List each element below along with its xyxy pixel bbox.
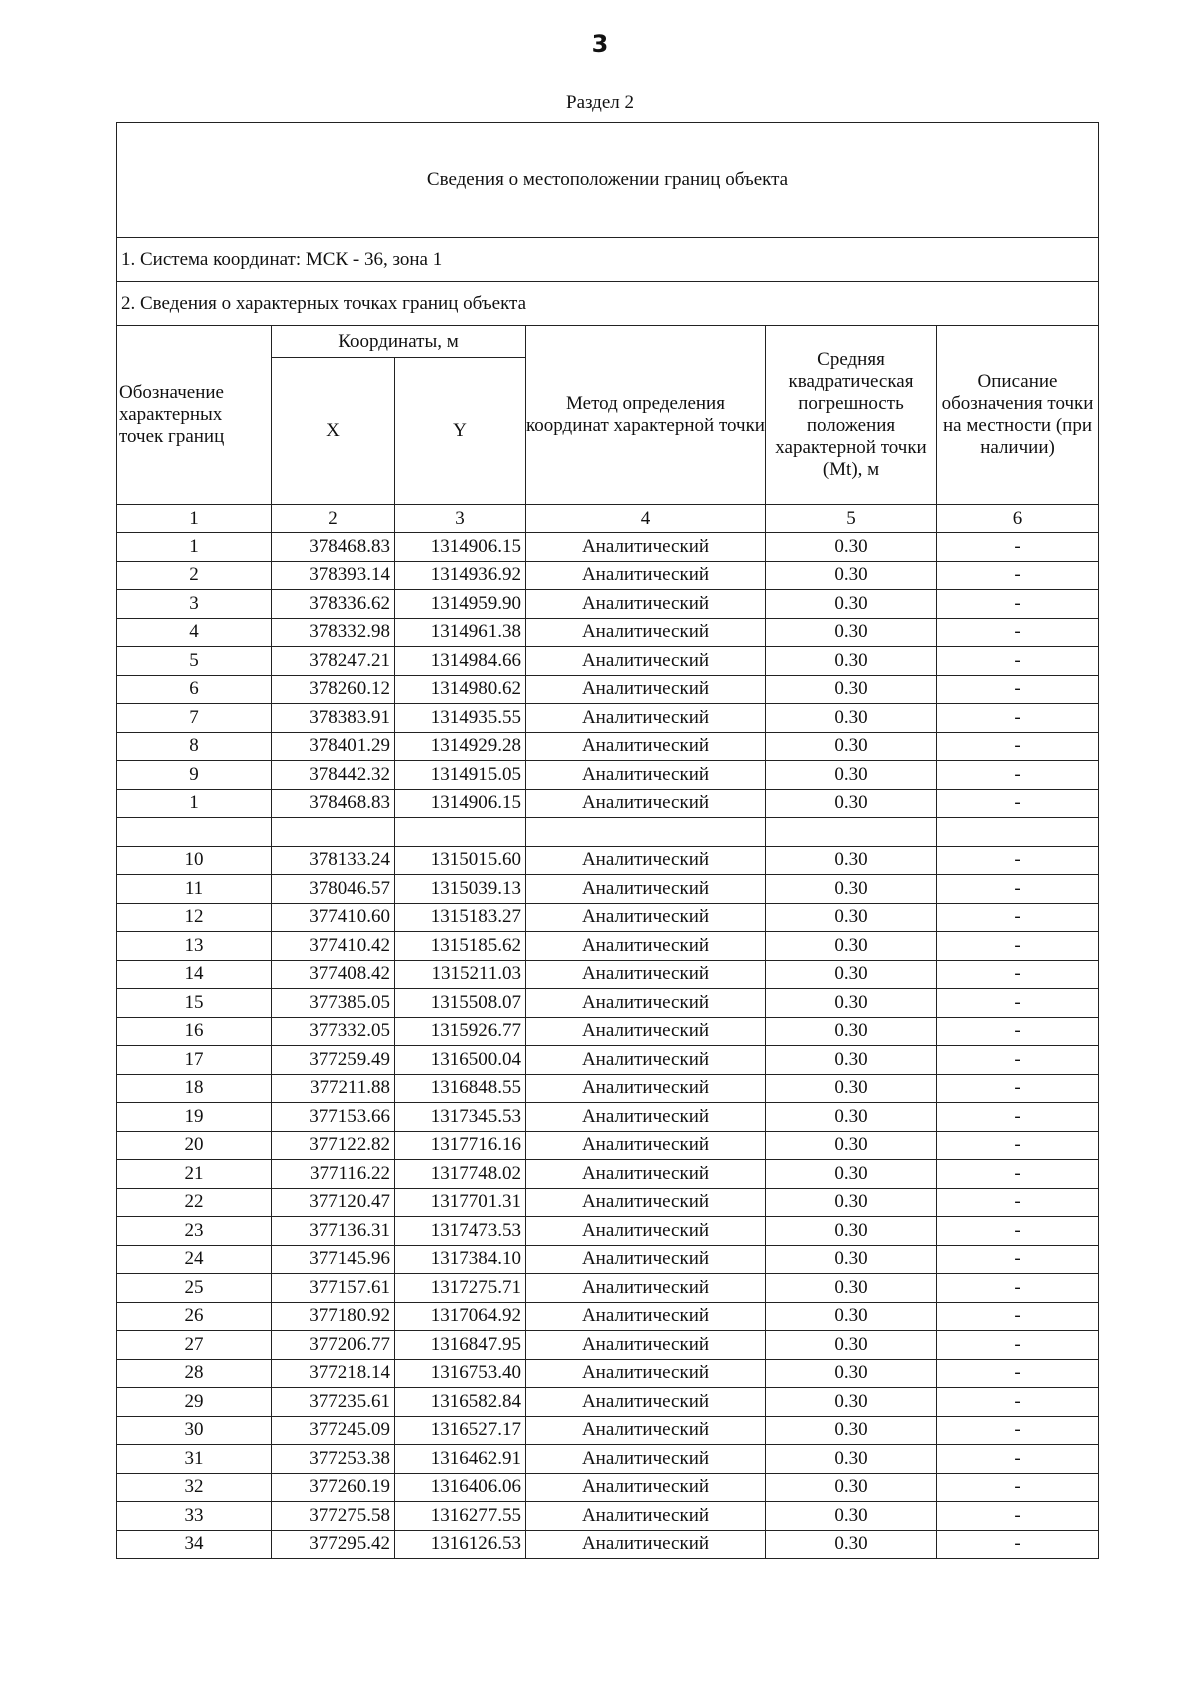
table-row (117, 1359, 1099, 1388)
coord-x: 377332.05 (272, 1017, 395, 1046)
coord-y: 1317748.02 (395, 1160, 526, 1189)
coord-x: 377259.49 (272, 1046, 395, 1075)
description-cell: - (937, 1046, 1099, 1075)
error-cell: 0.30 (766, 1274, 937, 1303)
point-number: 17 (117, 1046, 272, 1075)
point-number: 21 (117, 1160, 272, 1189)
coord-y: 1314906.15 (395, 789, 526, 818)
table-row (117, 675, 1099, 704)
error-cell: 0.30 (766, 1416, 937, 1445)
header-error: Средняя квадратическая погрешность положения характерной точки (Mt), м (766, 326, 937, 505)
point-number: 28 (117, 1359, 272, 1388)
column-numbers-row (117, 505, 1099, 533)
description-cell: - (937, 1160, 1099, 1189)
header-point-name: Обозначение характерных точек границ (117, 326, 272, 505)
table-row (117, 1103, 1099, 1132)
description-cell: - (937, 1388, 1099, 1417)
table-row (117, 1274, 1099, 1303)
coord-x: 378468.83 (272, 789, 395, 818)
point-number: 10 (117, 846, 272, 875)
table-title: Сведения о местоположении границ объекта (117, 123, 1099, 238)
method-cell: Аналитический (526, 1331, 766, 1360)
column-number-2: 2 (272, 505, 395, 533)
method-cell: Аналитический (526, 732, 766, 761)
coord-x: 377145.96 (272, 1245, 395, 1274)
point-number: 30 (117, 1416, 272, 1445)
coord-y: 1317473.53 (395, 1217, 526, 1246)
error-cell: 0.30 (766, 590, 937, 619)
description-cell: - (937, 1245, 1099, 1274)
coord-y: 1315926.77 (395, 1017, 526, 1046)
table-row (117, 1046, 1099, 1075)
coord-x: 378383.91 (272, 704, 395, 733)
method-cell: Аналитический (526, 960, 766, 989)
method-cell: Аналитический (526, 1017, 766, 1046)
table-row (117, 1502, 1099, 1531)
coord-y: 1315015.60 (395, 846, 526, 875)
point-number: 26 (117, 1302, 272, 1331)
description-cell: - (937, 618, 1099, 647)
point-number: 25 (117, 1274, 272, 1303)
table-row (117, 1388, 1099, 1417)
boundary-points-table (116, 122, 1099, 1559)
description-cell: - (937, 846, 1099, 875)
table-row (117, 1416, 1099, 1445)
coord-x: 377408.42 (272, 960, 395, 989)
error-cell: 0.30 (766, 1217, 937, 1246)
description-cell: - (937, 1217, 1099, 1246)
method-cell: Аналитический (526, 1103, 766, 1132)
coord-y: 1316753.40 (395, 1359, 526, 1388)
point-number: 4 (117, 618, 272, 647)
description-cell: - (937, 704, 1099, 733)
point-number: 7 (117, 704, 272, 733)
coord-y: 1314906.15 (395, 533, 526, 562)
coord-x: 377116.22 (272, 1160, 395, 1189)
table-row (117, 647, 1099, 676)
coord-y: 1317701.31 (395, 1188, 526, 1217)
coord-y: 1315185.62 (395, 932, 526, 961)
description-cell: - (937, 761, 1099, 790)
method-cell: Аналитический (526, 1530, 766, 1559)
method-cell: Аналитический (526, 989, 766, 1018)
point-number: 8 (117, 732, 272, 761)
error-cell: 0.30 (766, 846, 937, 875)
header-method: Метод определения координат характерной точки (526, 326, 766, 505)
error-cell: 0.30 (766, 789, 937, 818)
error-cell: 0.30 (766, 1017, 937, 1046)
description-cell: - (937, 1188, 1099, 1217)
description-cell: - (937, 590, 1099, 619)
method-cell: Аналитический (526, 1245, 766, 1274)
point-number: 11 (117, 875, 272, 904)
table-row (117, 533, 1099, 562)
column-number-5: 5 (766, 505, 937, 533)
method-cell: Аналитический (526, 846, 766, 875)
error-cell: 0.30 (766, 1359, 937, 1388)
page-number: 3 (591, 30, 609, 58)
method-cell: Аналитический (526, 1359, 766, 1388)
point-number: 3 (117, 590, 272, 619)
column-number-6: 6 (937, 505, 1099, 533)
description-cell: - (937, 932, 1099, 961)
coord-x: 378401.29 (272, 732, 395, 761)
coord-y: 1314915.05 (395, 761, 526, 790)
description-cell: - (937, 1530, 1099, 1559)
point-number: 33 (117, 1502, 272, 1531)
coord-x: 377120.47 (272, 1188, 395, 1217)
error-cell: 0.30 (766, 875, 937, 904)
error-cell: 0.30 (766, 1188, 937, 1217)
header-coordinates: Координаты, м (272, 326, 526, 358)
coord-x: 377260.19 (272, 1473, 395, 1502)
coord-x: 378260.12 (272, 675, 395, 704)
coord-x: 377211.88 (272, 1074, 395, 1103)
empty-cell (937, 818, 1099, 847)
table-row (117, 1074, 1099, 1103)
description-cell: - (937, 960, 1099, 989)
description-cell: - (937, 1074, 1099, 1103)
header-description: Описание обозначения точки на местности (при наличии) (937, 326, 1099, 505)
coord-y: 1314935.55 (395, 704, 526, 733)
method-cell: Аналитический (526, 675, 766, 704)
error-cell: 0.30 (766, 647, 937, 676)
coord-x: 377245.09 (272, 1416, 395, 1445)
coord-y: 1316582.84 (395, 1388, 526, 1417)
description-cell: - (937, 875, 1099, 904)
table-row (117, 732, 1099, 761)
coord-x: 377410.60 (272, 903, 395, 932)
error-cell: 0.30 (766, 704, 937, 733)
error-cell: 0.30 (766, 1131, 937, 1160)
point-number: 9 (117, 761, 272, 790)
table-row (117, 1217, 1099, 1246)
coord-x: 377275.58 (272, 1502, 395, 1531)
table-row (117, 1131, 1099, 1160)
coord-x: 377136.31 (272, 1217, 395, 1246)
table-row (117, 903, 1099, 932)
error-cell: 0.30 (766, 1445, 937, 1474)
point-number: 5 (117, 647, 272, 676)
coord-x: 378247.21 (272, 647, 395, 676)
method-cell: Аналитический (526, 932, 766, 961)
error-cell: 0.30 (766, 1473, 937, 1502)
coord-y: 1314929.28 (395, 732, 526, 761)
method-cell: Аналитический (526, 704, 766, 733)
error-cell: 0.30 (766, 960, 937, 989)
table-row (117, 989, 1099, 1018)
table-row (117, 789, 1099, 818)
column-number-3: 3 (395, 505, 526, 533)
point-number: 29 (117, 1388, 272, 1417)
column-number-4: 4 (526, 505, 766, 533)
method-cell: Аналитический (526, 1388, 766, 1417)
error-cell: 0.30 (766, 1160, 937, 1189)
point-number: 24 (117, 1245, 272, 1274)
table-body (117, 533, 1099, 1559)
error-cell: 0.30 (766, 989, 937, 1018)
point-number: 16 (117, 1017, 272, 1046)
description-cell: - (937, 561, 1099, 590)
empty-cell (526, 818, 766, 847)
description-cell: - (937, 789, 1099, 818)
table-row (117, 1017, 1099, 1046)
error-cell: 0.30 (766, 1103, 937, 1132)
method-cell: Аналитический (526, 1473, 766, 1502)
description-cell: - (937, 903, 1099, 932)
table-row (117, 618, 1099, 647)
table-row (117, 875, 1099, 904)
coord-x: 377153.66 (272, 1103, 395, 1132)
point-number: 19 (117, 1103, 272, 1132)
description-cell: - (937, 1302, 1099, 1331)
coord-y: 1315211.03 (395, 960, 526, 989)
method-cell: Аналитический (526, 875, 766, 904)
point-number: 27 (117, 1331, 272, 1360)
point-number: 12 (117, 903, 272, 932)
points-heading-row: 2. Сведения о характерных точках границ объекта (117, 282, 1099, 326)
method-cell: Аналитический (526, 789, 766, 818)
error-cell: 0.30 (766, 533, 937, 562)
header-y: Y (395, 358, 526, 505)
coord-x: 377157.61 (272, 1274, 395, 1303)
description-cell: - (937, 1017, 1099, 1046)
method-cell: Аналитический (526, 1217, 766, 1246)
empty-cell (395, 818, 526, 847)
point-number: 1 (117, 789, 272, 818)
coord-x: 377385.05 (272, 989, 395, 1018)
empty-cell (766, 818, 937, 847)
point-number: 20 (117, 1131, 272, 1160)
coord-y: 1317716.16 (395, 1131, 526, 1160)
method-cell: Аналитический (526, 1131, 766, 1160)
point-number: 22 (117, 1188, 272, 1217)
description-cell: - (937, 1331, 1099, 1360)
empty-cell (272, 818, 395, 847)
coord-y: 1316500.04 (395, 1046, 526, 1075)
error-cell: 0.30 (766, 761, 937, 790)
coord-x: 378133.24 (272, 846, 395, 875)
error-cell: 0.30 (766, 1530, 937, 1559)
description-cell: - (937, 732, 1099, 761)
table-row (117, 932, 1099, 961)
table-row (117, 1331, 1099, 1360)
coord-x: 377180.92 (272, 1302, 395, 1331)
point-number: 18 (117, 1074, 272, 1103)
description-cell: - (937, 1274, 1099, 1303)
description-cell: - (937, 1445, 1099, 1474)
coord-x: 377410.42 (272, 932, 395, 961)
coord-y: 1316462.91 (395, 1445, 526, 1474)
description-cell: - (937, 1502, 1099, 1531)
coord-x: 378332.98 (272, 618, 395, 647)
method-cell: Аналитический (526, 1502, 766, 1531)
error-cell: 0.30 (766, 1074, 937, 1103)
coord-x: 378442.32 (272, 761, 395, 790)
coord-x: 378046.57 (272, 875, 395, 904)
table-row (117, 1473, 1099, 1502)
table-row (117, 590, 1099, 619)
coord-system-row: 1. Система координат: МСК - 36, зона 1 (117, 238, 1099, 282)
method-cell: Аналитический (526, 1046, 766, 1075)
coord-x: 378468.83 (272, 533, 395, 562)
separator-row (117, 818, 1099, 847)
coord-y: 1315508.07 (395, 989, 526, 1018)
method-cell: Аналитический (526, 1445, 766, 1474)
description-cell: - (937, 1473, 1099, 1502)
method-cell: Аналитический (526, 1416, 766, 1445)
description-cell: - (937, 989, 1099, 1018)
coord-x: 377295.42 (272, 1530, 395, 1559)
section-label: Раздел 2 (566, 92, 634, 113)
table-row (117, 761, 1099, 790)
table-row (117, 1245, 1099, 1274)
error-cell: 0.30 (766, 675, 937, 704)
description-cell: - (937, 533, 1099, 562)
coord-y: 1314961.38 (395, 618, 526, 647)
coord-y: 1315039.13 (395, 875, 526, 904)
table-row (117, 960, 1099, 989)
method-cell: Аналитический (526, 1302, 766, 1331)
error-cell: 0.30 (766, 732, 937, 761)
method-cell: Аналитический (526, 1074, 766, 1103)
point-number: 2 (117, 561, 272, 590)
coord-y: 1314936.92 (395, 561, 526, 590)
description-cell: - (937, 1103, 1099, 1132)
coord-y: 1314984.66 (395, 647, 526, 676)
point-number: 1 (117, 533, 272, 562)
column-number-1: 1 (117, 505, 272, 533)
coord-y: 1316406.06 (395, 1473, 526, 1502)
description-cell: - (937, 675, 1099, 704)
coord-x: 378336.62 (272, 590, 395, 619)
error-cell: 0.30 (766, 1245, 937, 1274)
coord-y: 1317384.10 (395, 1245, 526, 1274)
coord-x: 377218.14 (272, 1359, 395, 1388)
table-row (117, 1188, 1099, 1217)
point-number: 31 (117, 1445, 272, 1474)
coord-y: 1317275.71 (395, 1274, 526, 1303)
error-cell: 0.30 (766, 618, 937, 647)
method-cell: Аналитический (526, 647, 766, 676)
error-cell: 0.30 (766, 1388, 937, 1417)
method-cell: Аналитический (526, 533, 766, 562)
description-cell: - (937, 647, 1099, 676)
table-row (117, 1445, 1099, 1474)
table-row (117, 846, 1099, 875)
description-cell: - (937, 1131, 1099, 1160)
error-cell: 0.30 (766, 1302, 937, 1331)
point-number: 13 (117, 932, 272, 961)
coord-x: 378393.14 (272, 561, 395, 590)
point-number: 34 (117, 1530, 272, 1559)
coord-y: 1316277.55 (395, 1502, 526, 1531)
description-cell: - (937, 1416, 1099, 1445)
description-cell: - (937, 1359, 1099, 1388)
coord-x: 377122.82 (272, 1131, 395, 1160)
method-cell: Аналитический (526, 1188, 766, 1217)
coord-y: 1316126.53 (395, 1530, 526, 1559)
table-row (117, 561, 1099, 590)
error-cell: 0.30 (766, 903, 937, 932)
header-x: X (272, 358, 395, 505)
error-cell: 0.30 (766, 561, 937, 590)
error-cell: 0.30 (766, 1046, 937, 1075)
error-cell: 0.30 (766, 1502, 937, 1531)
point-number: 23 (117, 1217, 272, 1246)
table-row (117, 1302, 1099, 1331)
method-cell: Аналитический (526, 1274, 766, 1303)
error-cell: 0.30 (766, 1331, 937, 1360)
coord-y: 1317064.92 (395, 1302, 526, 1331)
coord-y: 1316847.95 (395, 1331, 526, 1360)
method-cell: Аналитический (526, 618, 766, 647)
method-cell: Аналитический (526, 561, 766, 590)
coord-x: 377235.61 (272, 1388, 395, 1417)
empty-cell (117, 818, 272, 847)
coord-y: 1314959.90 (395, 590, 526, 619)
point-number: 32 (117, 1473, 272, 1502)
point-number: 6 (117, 675, 272, 704)
coord-y: 1316527.17 (395, 1416, 526, 1445)
coord-y: 1314980.62 (395, 675, 526, 704)
coord-y: 1317345.53 (395, 1103, 526, 1132)
method-cell: Аналитический (526, 590, 766, 619)
coord-y: 1316848.55 (395, 1074, 526, 1103)
coord-y: 1315183.27 (395, 903, 526, 932)
error-cell: 0.30 (766, 932, 937, 961)
coord-x: 377206.77 (272, 1331, 395, 1360)
method-cell: Аналитический (526, 1160, 766, 1189)
table-row (117, 1530, 1099, 1559)
method-cell: Аналитический (526, 903, 766, 932)
table-row (117, 704, 1099, 733)
coord-x: 377253.38 (272, 1445, 395, 1474)
table-row (117, 1160, 1099, 1189)
method-cell: Аналитический (526, 761, 766, 790)
point-number: 14 (117, 960, 272, 989)
point-number: 15 (117, 989, 272, 1018)
